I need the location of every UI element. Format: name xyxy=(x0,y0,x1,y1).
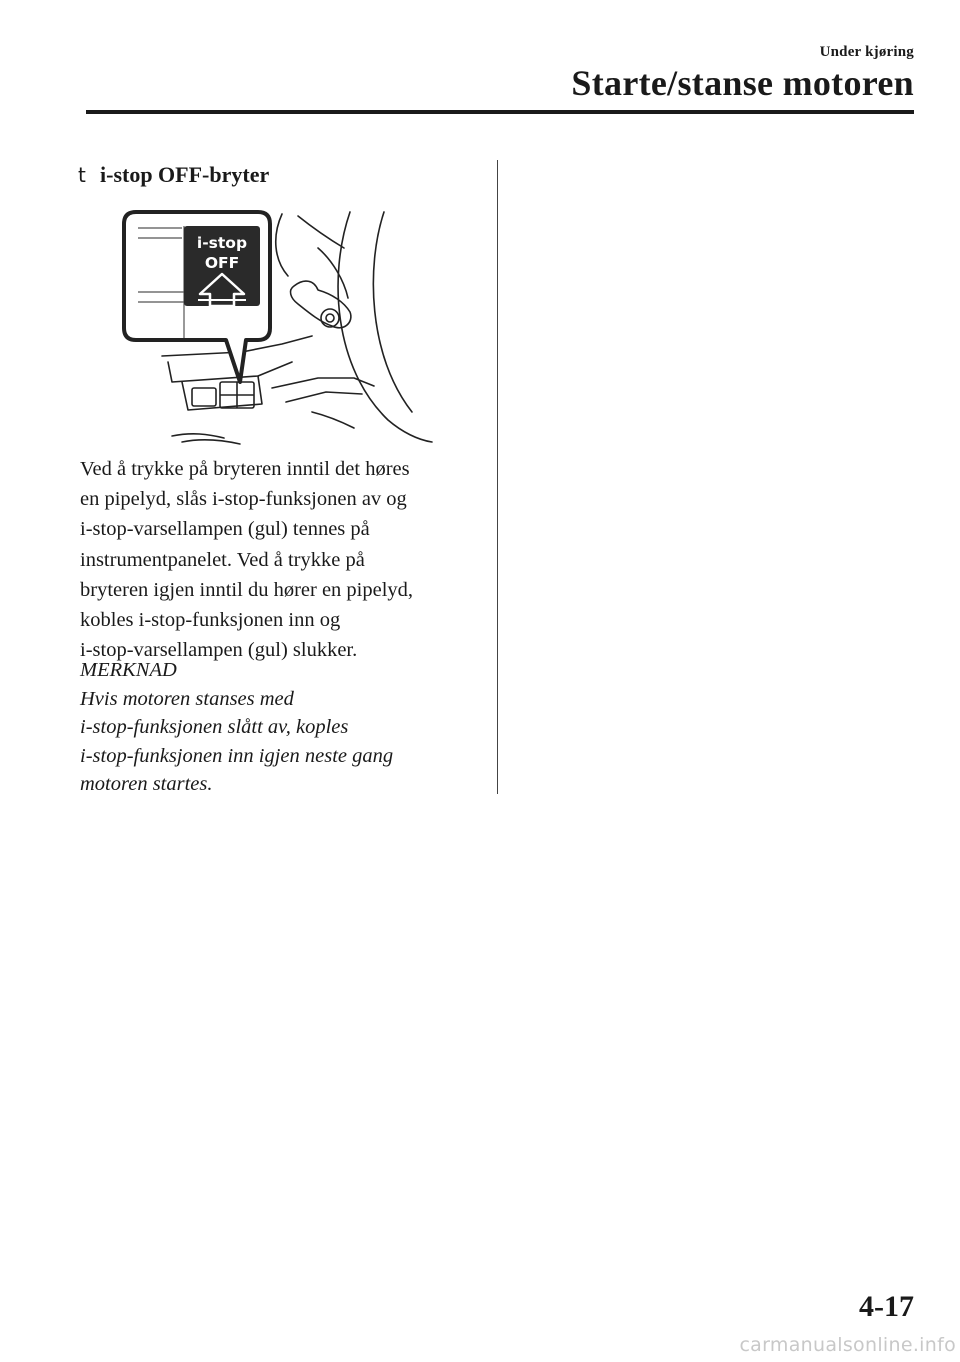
note-line: motoren startes. xyxy=(80,773,213,796)
callout-text-line2: OFF xyxy=(204,254,240,272)
callout-text-line1: i-stop xyxy=(196,234,248,252)
header-chapter: Under kjøring xyxy=(819,44,914,60)
note-line: i-stop-funksjonen slått av, koples xyxy=(80,716,349,739)
section-heading-text: i-stop OFF-bryter xyxy=(100,162,270,187)
section-bullet: t xyxy=(78,163,86,187)
body-line: bryteren igjen inntil du hører en pipelyd, xyxy=(80,578,414,601)
body-line: instrumentpanelet. Ved å trykke på xyxy=(80,548,365,571)
header-title: Starte/stanse motoren xyxy=(571,63,914,103)
note-line: Hvis motoren stanses med xyxy=(80,687,294,710)
note-line: i-stop-funksjonen inn igjen neste gang xyxy=(80,744,394,767)
body-line: i-stop-varsellampen (gul) tennes på xyxy=(80,518,370,541)
section-heading xyxy=(78,162,269,188)
column-divider xyxy=(497,160,498,794)
body-line: en pipelyd, slås i-stop-funksjonen av og xyxy=(80,488,407,511)
body-line: i-stop-varsellampen (gul) slukker. xyxy=(80,639,358,662)
steering-wheel-outline xyxy=(338,212,432,442)
body-line: Ved å trykke på bryteren inntil det høres xyxy=(80,458,410,480)
page-number: 4-17 xyxy=(859,1290,914,1323)
switch-cluster xyxy=(192,382,254,408)
footer-watermark: carmanualsonline.info xyxy=(739,1334,956,1356)
note-block xyxy=(80,656,490,799)
note-label: MERKNAD xyxy=(80,659,177,681)
header-rule xyxy=(86,110,914,114)
istop-switch-illustration xyxy=(122,206,444,450)
body-paragraph xyxy=(80,454,490,665)
body-line: kobles i-stop-funksjonen inn og xyxy=(80,609,341,632)
